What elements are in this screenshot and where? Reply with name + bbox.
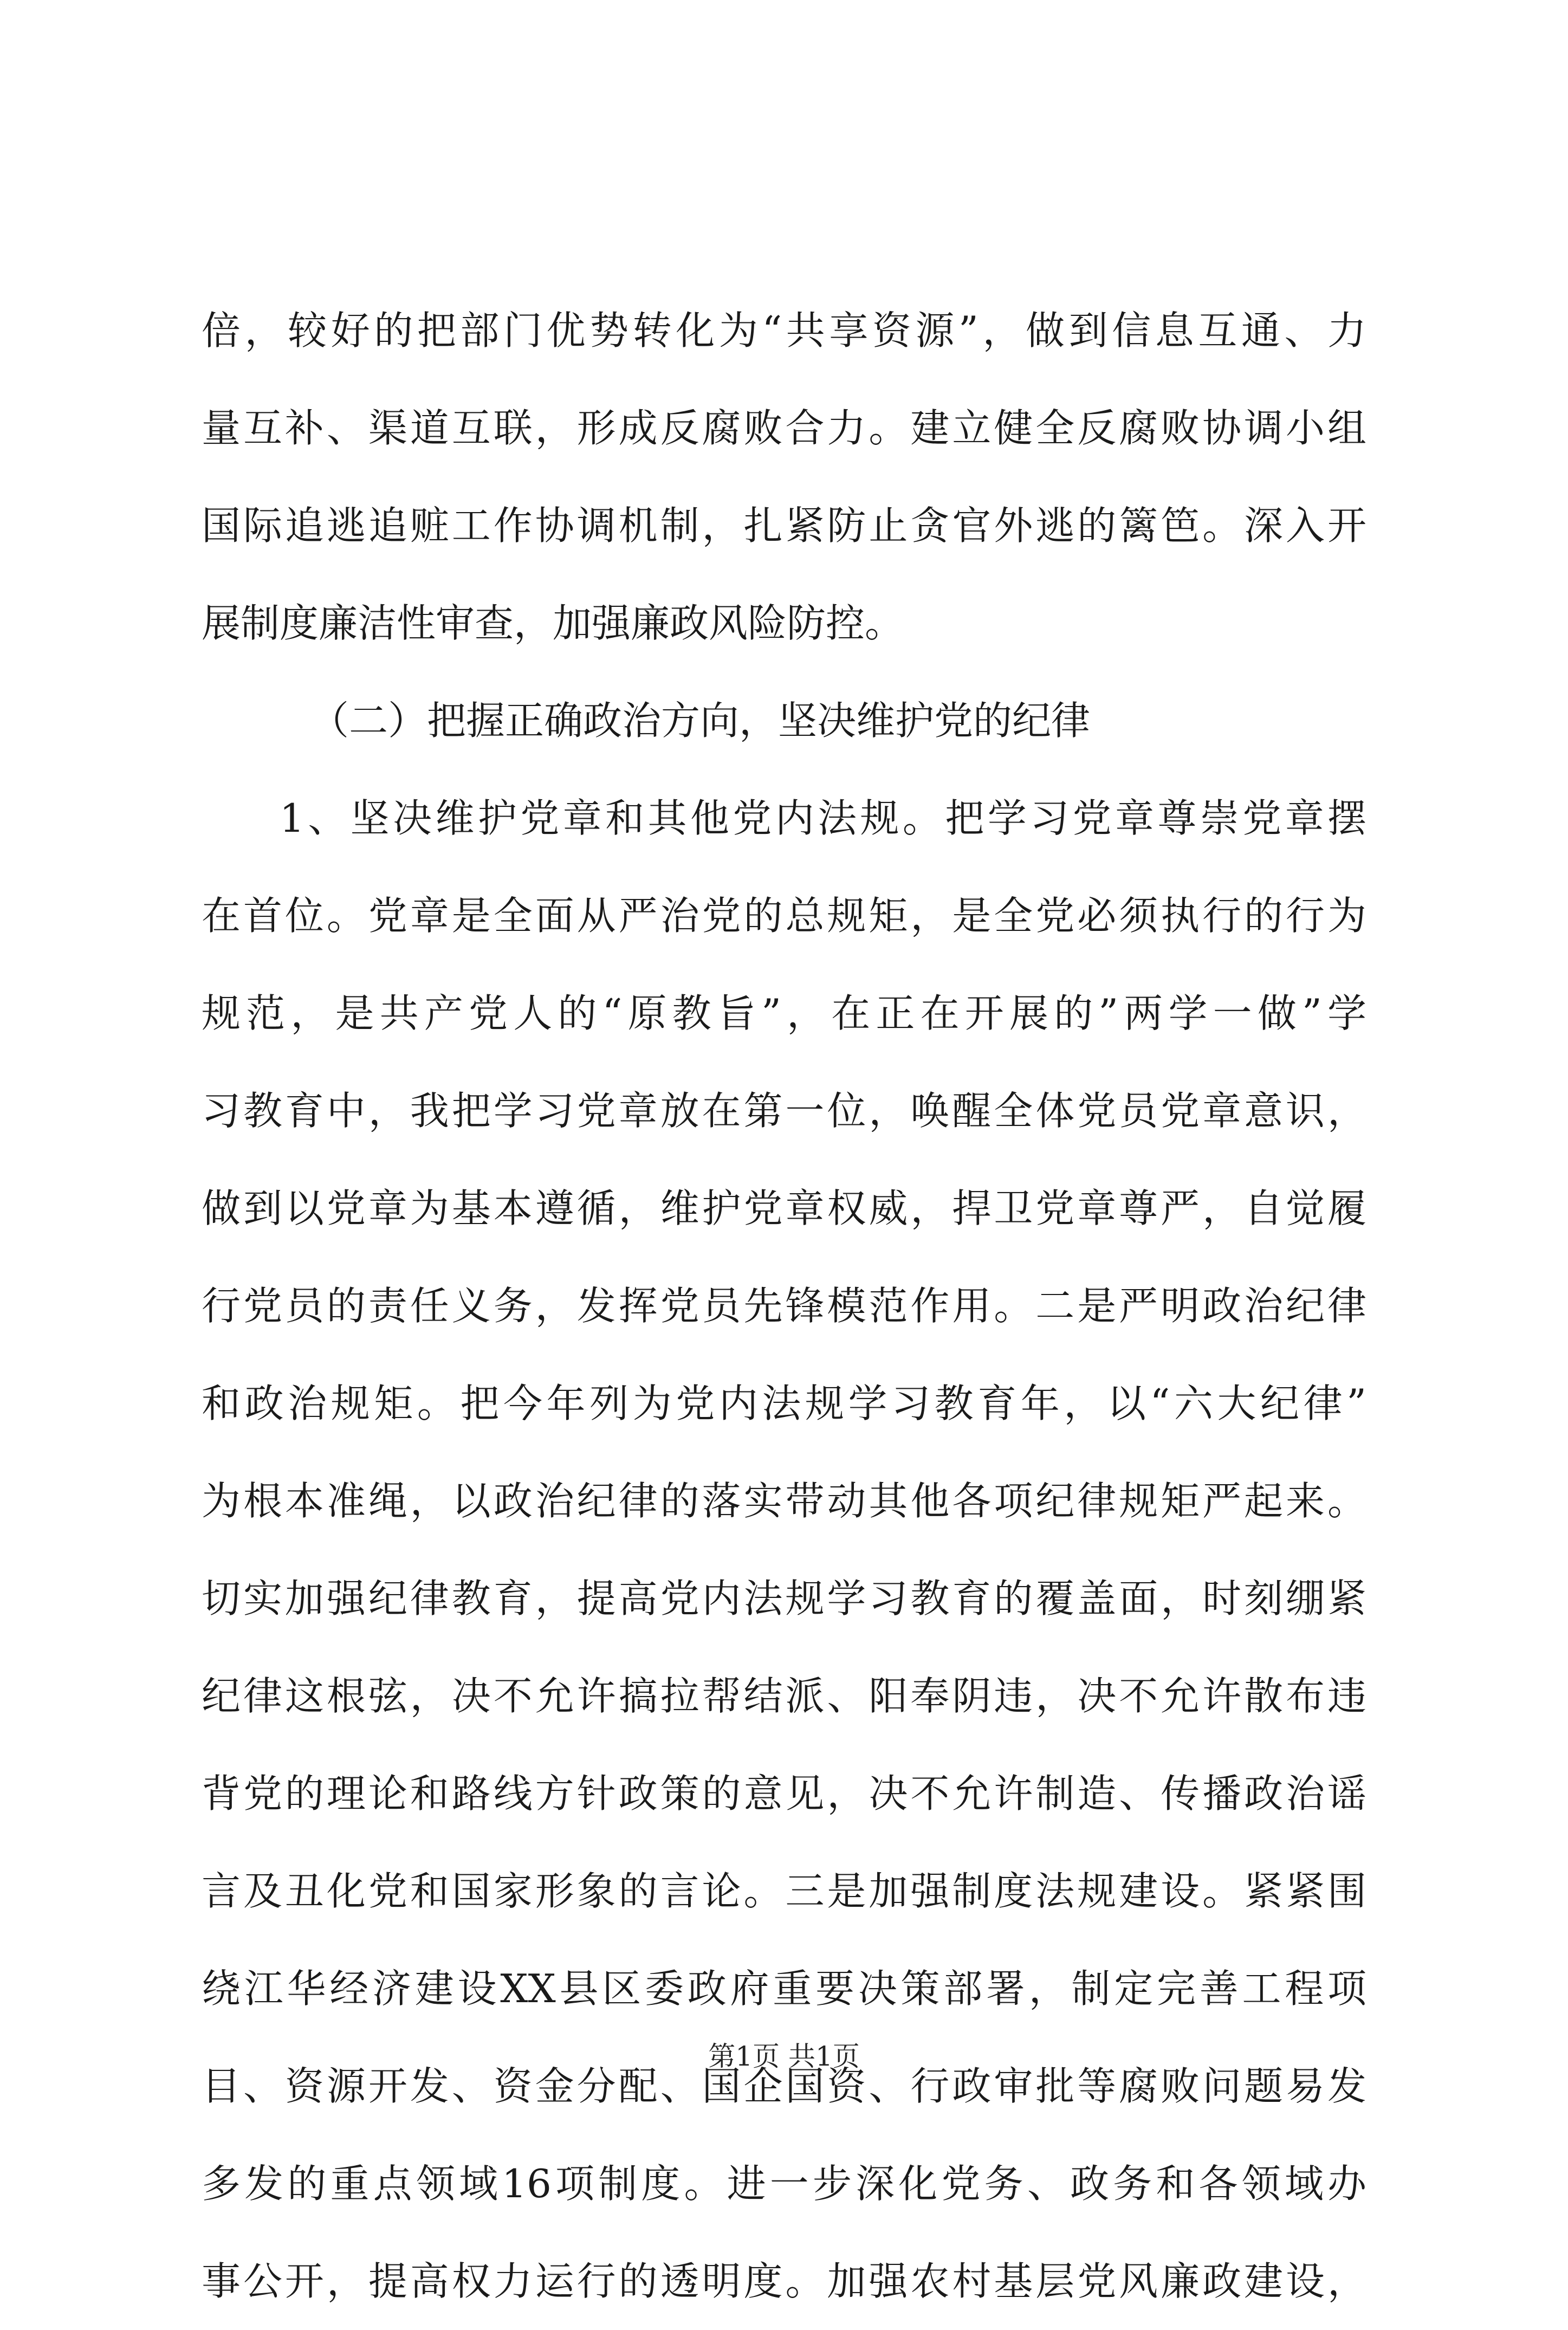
- text-line: 背党的理论和路线方针政策的意见，决不允许制造、传播政治谣: [202, 1771, 1366, 1816]
- text-line: 倍，较好的把部门优势转化为“共享资源”，做到信息互通、力: [202, 308, 1366, 353]
- text-line: 做到以党章为基本遵循，维护党章权威，捍卫党章尊严，自觉履: [202, 1186, 1366, 1231]
- text-line: 国际追逃追赃工作协调机制，扎紧防止贪官外逃的篱笆。深入开: [202, 503, 1366, 548]
- text-line: 多发的重点领域16项制度。进一步深化党务、政务和各领域办: [202, 2161, 1366, 2206]
- text-line: 言及丑化党和国家形象的言论。三是加强制度法规建设。紧紧围: [202, 1868, 1366, 1914]
- text-line: 习教育中，我把学习党章放在第一位，唤醒全体党员党章意识，: [202, 1088, 1366, 1134]
- text-line: 行党员的责任义务，发挥党员先锋模范作用。二是严明政治纪律: [202, 1283, 1366, 1329]
- text-line: 展制度廉洁性审查，加强廉政风险防控。: [202, 600, 904, 646]
- text-line: 为根本准绳，以政治纪律的落实带动其他各项纪律规矩严起来。: [202, 1478, 1366, 1524]
- text-line: 纪律这根弦，决不允许搞拉帮结派、阳奉阴违，决不允许散布违: [202, 1673, 1366, 1719]
- page-number-footer: 第1页 共1页: [708, 2041, 860, 2072]
- text-line: 事公开，提高权力运行的透明度。加强农村基层党风廉政建设，: [202, 2258, 1366, 2304]
- text-line: 和政治规矩。把今年列为党内法规学习教育年，以“六大纪律”: [202, 1381, 1366, 1426]
- text-line: 量互补、渠道互联，形成反腐败合力。建立健全反腐败协调小组: [202, 405, 1366, 451]
- text-line: 规范，是共产党人的“原教旨”，在正在开展的”两学一做”学: [202, 991, 1366, 1036]
- text-line: 切实加强纪律教育，提高党内法规学习教育的覆盖面，时刻绷紧: [202, 1576, 1366, 1621]
- text-line: 绕江华经济建设XX县区委政府重要决策部署，制定完善工程项: [202, 1966, 1366, 2011]
- text-line: 目、资源开发、资金分配、国企国资、行政审批等腐败问题易发: [202, 2063, 1366, 2109]
- text-line: 1、坚决维护党章和其他党内法规。把学习党章尊崇党章摆: [280, 795, 1366, 841]
- document-body: [202, 282, 1366, 2330]
- section-heading: （二）把握正确政治方向，坚决维护党的纪律: [310, 698, 1091, 743]
- text-line: 在首位。党章是全面从严治党的总规矩，是全党必须执行的行为: [202, 893, 1366, 939]
